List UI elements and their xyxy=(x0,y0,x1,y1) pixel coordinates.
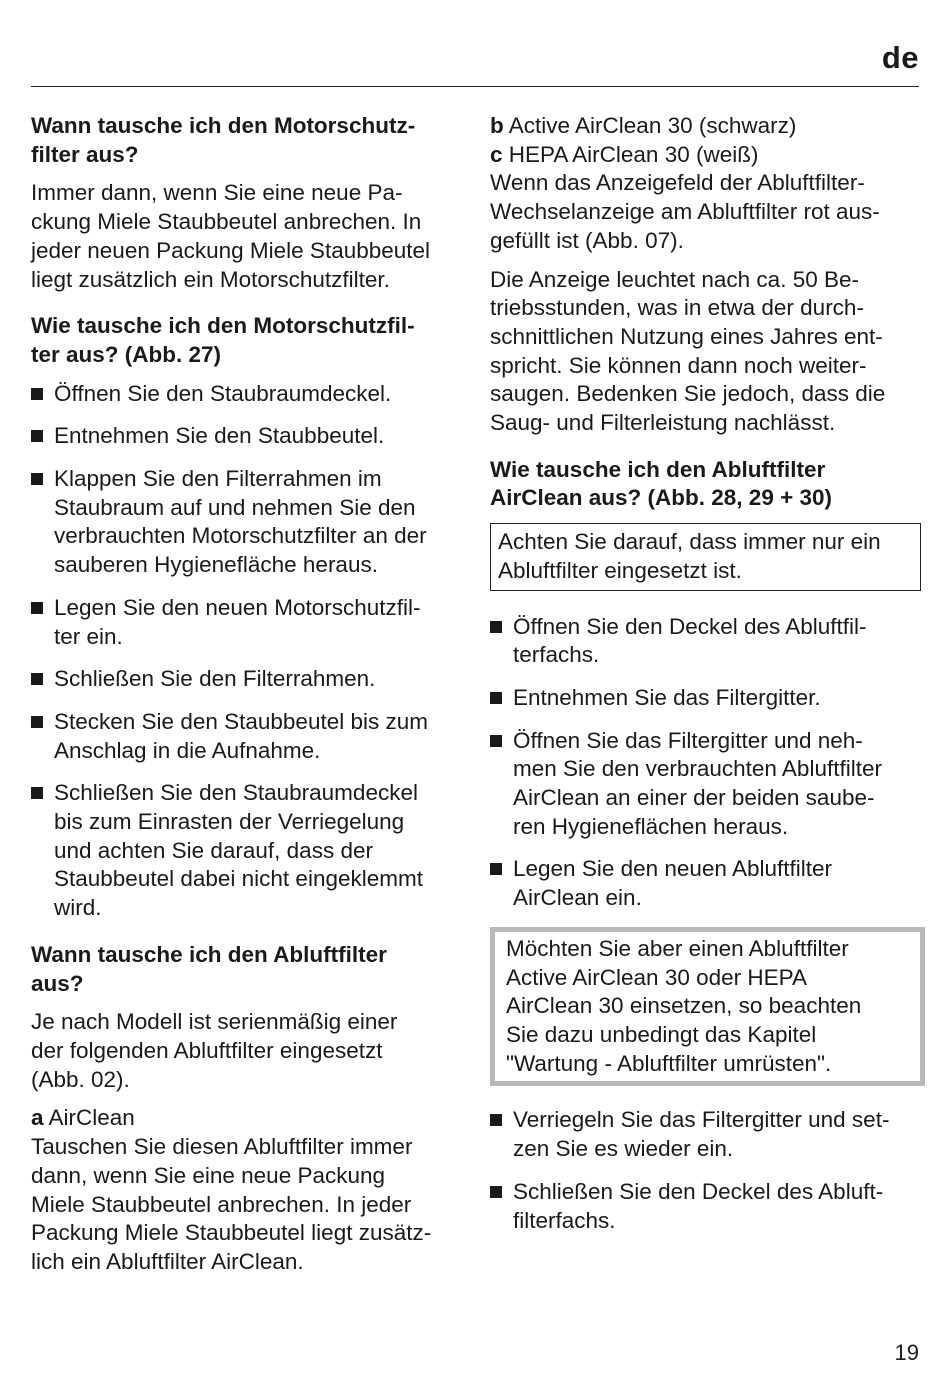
filter-b-label: b xyxy=(490,113,504,138)
list-item xyxy=(31,594,466,651)
indicator-text: Die Anzeige leuchtet nach ca. 50 Be- triebsstunden, was in etwa der durch- schnittlichen Nutzung eines Jahres ent- spricht. Sie können dann noch weiter- saugen. Bedenken Sie jedoch, dass die Saug- und Filterleistung nachlässt. xyxy=(490,266,886,436)
heading-how-motor-filter: Wie tausche ich den Motorschutzfil- ter aus? (Abb. 27) xyxy=(31,313,415,367)
note-single-filter-text: Achten Sie darauf, dass immer nur ein Abluftfilter eingesetzt ist. xyxy=(498,529,881,583)
heading-when-motor-filter: Wann tausche ich den Motorschutz- filter aus? xyxy=(31,113,416,167)
list-item xyxy=(31,422,466,451)
note-upgrade-filter xyxy=(490,927,925,1087)
filter-a-block xyxy=(31,1104,466,1276)
filter-a-text: Tauschen Sie diesen Abluftfilter immer dann, wenn Sie eine neue Packung Miele Staubbeutel anbrechen. In jeder Packung Miele Staubbeutel liegt zusätz- lich ein Abluftfilter AirClean. xyxy=(31,1134,432,1274)
bullet-icon xyxy=(31,716,43,728)
heading-when-exhaust-filter: Wann tausche ich den Abluftfilter aus? xyxy=(31,941,387,996)
step-text: Schließen Sie den Filterrahmen. xyxy=(54,666,376,692)
bullet-icon xyxy=(31,602,43,614)
step-text: Klappen Sie den Filterrahmen im Staubraum auf und nehmen Sie den verbrauchten Motorschutzfilter an der sauberen Hygienefläche heraus. xyxy=(54,466,427,578)
filter-a-title: AirClean xyxy=(48,1105,135,1131)
page-number: 19 xyxy=(894,1340,919,1365)
note-upgrade-filter-text: Möchten Sie aber einen Abluftfilter Active AirClean 30 oder HEPA AirClean 30 einsetzen, so beachten Sie dazu unbedingt das Kapitel "Wartung - Abluftfilter umrüsten". xyxy=(506,935,862,1076)
step-text: Schließen Sie den Deckel des Abluft- filterfachs. xyxy=(513,1178,884,1233)
step-text: Stecken Sie den Staubbeutel bis zum Anschlag in die Aufnahme. xyxy=(54,708,428,763)
list-item xyxy=(490,613,922,670)
step-text: Öffnen Sie das Filtergitter und neh- men Sie den verbrauchten Abluftfilter AirClean an einer der beiden saube- ren Hygieneflächen heraus. xyxy=(513,727,882,839)
step-text: Öffnen Sie den Staubraumdeckel. xyxy=(54,380,392,406)
bullet-icon xyxy=(31,430,43,442)
text-when-motor-filter: Immer dann, wenn Sie eine neue Pa- ckung Miele Staubbeutel anbrechen. In jeder neuen Packung Miele Staubbeutel liegt zusätzlich ein Motorschutzfilter. xyxy=(31,180,431,292)
filter-c-title: HEPA AirClean 30 (weiß) xyxy=(508,141,759,167)
step-text: Entnehmen Sie das Filtergitter. xyxy=(513,684,821,710)
list-item xyxy=(490,1178,922,1235)
exhaust-filter-steps-final xyxy=(490,1106,922,1235)
list-item xyxy=(490,855,922,912)
bullet-icon xyxy=(31,473,43,485)
step-text: Verriegeln Sie das Filtergitter und set- zen Sie es wieder ein. xyxy=(513,1107,890,1162)
bullet-icon xyxy=(31,388,43,400)
filter-c-label: c xyxy=(490,141,503,167)
motor-filter-steps xyxy=(31,380,466,923)
right-column xyxy=(490,112,922,1249)
header-rule xyxy=(31,86,919,87)
list-item xyxy=(490,1106,922,1163)
step-text: Schließen Sie den Staubraumdeckel bis zum Einrasten der Verriegelung und achten Sie darauf, dass der Staubbeutel dabei nicht eingeklemmt wird. xyxy=(54,780,423,921)
text-when-exhaust-filter: Je nach Modell ist serienmäßig einer der folgenden Abluftfilter eingesetzt (Abb. 02). xyxy=(31,1009,398,1092)
list-item xyxy=(31,665,466,694)
bullet-icon xyxy=(490,692,502,704)
bullet-icon xyxy=(490,735,502,747)
bullet-icon xyxy=(490,1114,502,1126)
bullet-icon xyxy=(490,863,502,875)
step-text: Öffnen Sie den Deckel des Abluftfil- terfachs. xyxy=(513,613,867,668)
filter-b-title: Active AirClean 30 (schwarz) xyxy=(508,113,797,138)
list-item xyxy=(490,727,922,842)
left-column xyxy=(31,112,466,1287)
list-item xyxy=(31,708,466,765)
heading-how-exhaust-filter: Wie tausche ich den Abluftfilter AirClean aus? (Abb. 28, 29 + 30) xyxy=(490,456,832,511)
list-item xyxy=(31,465,466,580)
language-code: de xyxy=(881,40,919,75)
filter-bc-text: Wenn das Anzeigefeld der Abluftfilter- Wechselanzeige am Abluftfilter rot aus- gefüllt ist (Abb. 07). xyxy=(490,170,880,253)
filter-a-label: a xyxy=(31,1105,44,1131)
bullet-icon xyxy=(31,673,43,685)
step-text: Entnehmen Sie den Staubbeutel. xyxy=(54,423,385,449)
exhaust-filter-steps xyxy=(490,613,922,913)
bullet-icon xyxy=(490,1186,502,1198)
list-item xyxy=(31,380,466,409)
list-item xyxy=(490,684,922,713)
step-text: Legen Sie den neuen Abluftfilter AirClean ein. xyxy=(513,856,832,911)
filter-bc-block xyxy=(490,112,922,256)
list-item xyxy=(31,779,466,923)
bullet-icon xyxy=(490,621,502,633)
bullet-icon xyxy=(31,787,43,799)
note-single-filter xyxy=(490,523,921,590)
step-text: Legen Sie den neuen Motorschutzfil- ter ein. xyxy=(54,594,421,649)
